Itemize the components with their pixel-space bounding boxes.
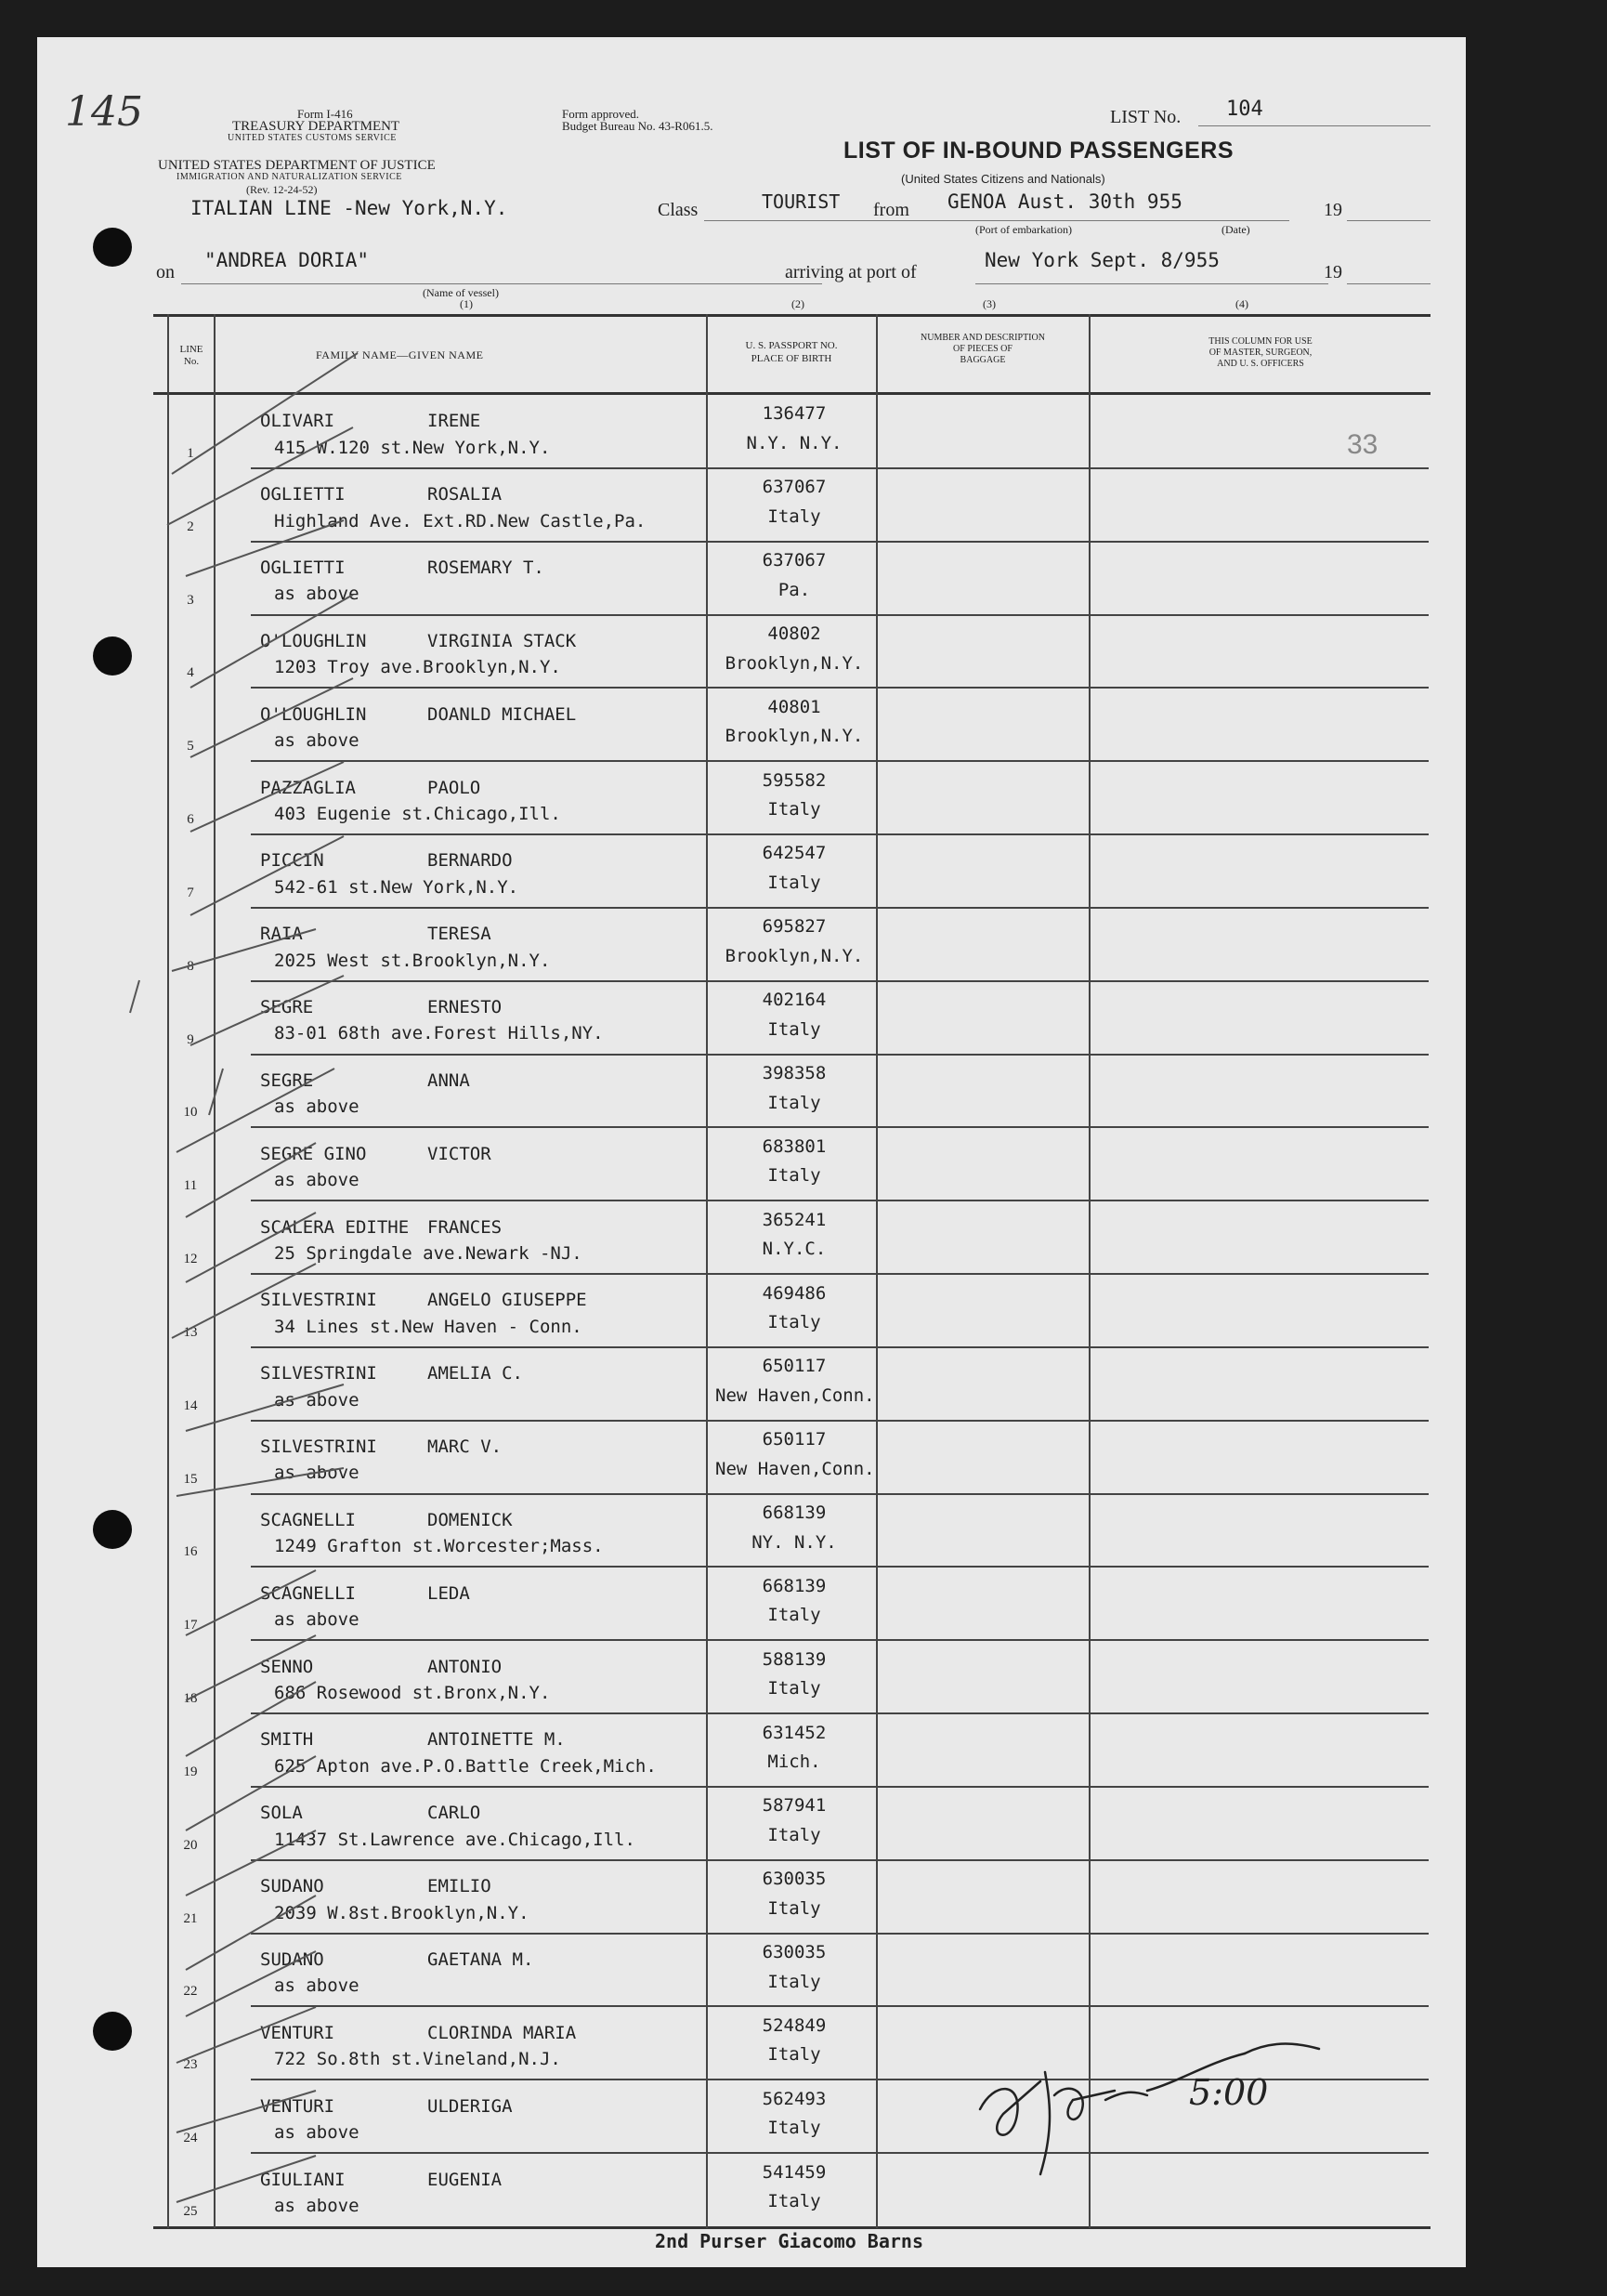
check-mark xyxy=(186,1682,316,1756)
given-name: ANNA xyxy=(427,1069,470,1091)
place-of-birth: Italy xyxy=(767,1018,821,1040)
check-mark xyxy=(172,929,316,971)
family-name: SUDANO xyxy=(260,1876,324,1897)
passport-number: 588139 xyxy=(762,1648,827,1670)
family-name: SCAGNELLI xyxy=(260,1582,356,1604)
given-name: AMELIA C. xyxy=(427,1363,523,1384)
place-of-birth: Italy xyxy=(767,1678,821,1699)
check-mark xyxy=(176,1468,344,1496)
address: 1203 Troy ave.Brooklyn,N.Y. xyxy=(274,657,561,678)
embarkation-caption: (Port of embarkation) xyxy=(975,223,1072,236)
family-name: OGLIETTI xyxy=(260,558,346,579)
passport-number: 541459 xyxy=(762,2161,827,2183)
address: as above xyxy=(274,730,359,752)
margin-annotation: 33 xyxy=(1347,429,1378,460)
check-mark xyxy=(130,980,139,1013)
line-number: 9 xyxy=(187,1031,194,1047)
place-of-birth: Brooklyn,N.Y. xyxy=(725,726,864,747)
check-mark xyxy=(190,836,344,915)
signature-number: 5:00 xyxy=(1189,2072,1269,2113)
line-number: 24 xyxy=(183,2131,198,2146)
place-of-birth: Italy xyxy=(767,2118,821,2139)
passport-number: 398358 xyxy=(762,1063,827,1083)
place-of-birth: New Haven,Conn. xyxy=(715,1384,875,1406)
department-of-justice: UNITED STATES DEPARTMENT OF JUSTICE xyxy=(158,158,436,173)
check-mark xyxy=(190,595,353,688)
family-name: VENTURI xyxy=(260,2022,335,2043)
family-name: SCALERA EDITHE xyxy=(260,1216,410,1238)
given-name: CARLO xyxy=(427,1803,481,1824)
document-sheet xyxy=(37,37,1466,2267)
line-number: 25 xyxy=(183,2203,198,2219)
family-name: SUDANO xyxy=(260,1948,324,1970)
place-of-birth: New Haven,Conn. xyxy=(715,1458,875,1479)
passport-number: 365241 xyxy=(762,1209,827,1230)
given-name: IRENE xyxy=(427,411,481,432)
family-name: O'LOUGHLIN xyxy=(260,703,367,725)
passport-number: 630035 xyxy=(762,1942,827,1963)
passport-number: 668139 xyxy=(762,1575,827,1596)
line-number: 3 xyxy=(187,592,194,608)
line-number: 13 xyxy=(183,1324,198,1340)
place-of-birth: NY. N.Y. xyxy=(751,1531,837,1553)
line-number: 5 xyxy=(187,739,194,754)
from-label: from xyxy=(873,200,909,220)
given-name: EUGENIA xyxy=(427,2169,503,2190)
passport-number: 595582 xyxy=(762,769,827,791)
line-number: 17 xyxy=(183,1618,198,1633)
address: 2039 W.8st.Brooklyn,N.Y. xyxy=(274,1902,529,1923)
check-mark xyxy=(186,1570,316,1635)
family-name: RAIA xyxy=(260,924,303,945)
check-mark xyxy=(190,976,344,1045)
year-label: 19 xyxy=(1324,262,1342,282)
line-number: 14 xyxy=(183,1397,198,1413)
place-of-birth: Italy xyxy=(767,872,821,894)
check-mark xyxy=(186,1830,316,1896)
place-of-birth: Italy xyxy=(767,2044,821,2066)
class-value: TOURIST xyxy=(762,190,841,213)
passport-number: 630035 xyxy=(762,1869,827,1890)
given-name: ROSALIA xyxy=(427,484,503,505)
address: 34 Lines st.New Haven - Conn. xyxy=(274,1316,582,1337)
line-number: 11 xyxy=(183,1178,198,1194)
given-name: ULDERIGA xyxy=(427,2095,513,2117)
check-mark xyxy=(190,762,344,832)
family-name: SILVESTRINI xyxy=(260,1437,377,1458)
column-number-1: (1) xyxy=(460,297,473,310)
page-subtitle: (United States Citizens and Nationals) xyxy=(901,172,1105,186)
given-name: BERNARDO xyxy=(427,850,513,872)
address: as above xyxy=(274,2122,359,2144)
place-of-birth: Italy xyxy=(767,2191,821,2212)
page-note: 145 xyxy=(65,88,143,136)
given-name: LEDA xyxy=(427,1582,470,1604)
given-name: ERNESTO xyxy=(427,997,503,1018)
check-mark xyxy=(176,1069,334,1152)
name-header: FAMILY NAME—GIVEN NAME xyxy=(316,348,484,361)
passport-number: 631452 xyxy=(762,1722,827,1743)
family-name: SEGRE GINO xyxy=(260,1143,367,1164)
officers-header-text: AND U. S. OFFICERS xyxy=(1217,359,1304,369)
given-name: MARC V. xyxy=(427,1437,503,1458)
check-mark xyxy=(167,427,353,525)
arrival-value: New York Sept. 8/955 xyxy=(985,249,1220,271)
address: 83-01 68th ave.Forest Hills,NY. xyxy=(274,1023,604,1044)
place-of-birth: Pa. xyxy=(777,579,811,600)
passport-number: 650117 xyxy=(762,1356,827,1377)
given-name: TERESA xyxy=(427,924,491,945)
check-mark xyxy=(176,2156,316,2202)
address: 25 Springdale ave.Newark -NJ. xyxy=(274,1242,582,1264)
address: as above xyxy=(274,1170,359,1191)
passport-number: 642547 xyxy=(762,843,827,864)
check-marks xyxy=(37,37,1466,2267)
line-number: 15 xyxy=(183,1471,198,1487)
family-name: SEGRE xyxy=(260,997,314,1018)
vessel-name: "ANDREA DORIA" xyxy=(204,249,370,271)
check-mark xyxy=(186,1213,316,1282)
given-name: DOANLD MICHAEL xyxy=(427,703,577,725)
immigration-service: IMMIGRATION AND NATURALIZATION SERVICE xyxy=(176,172,402,182)
family-name: OGLIETTI xyxy=(260,484,346,505)
place-of-birth: Italy xyxy=(767,1897,821,1919)
check-mark xyxy=(186,1756,316,1830)
family-name: SEGRE xyxy=(260,1069,314,1091)
shipping-line: ITALIAN LINE -New York,N.Y. xyxy=(190,197,508,219)
given-name: VICTOR xyxy=(427,1143,491,1164)
place-of-birth: Italy xyxy=(767,799,821,820)
address: as above xyxy=(274,2195,359,2216)
line-number: 7 xyxy=(187,885,194,900)
baggage-header-text: BAGGAGE xyxy=(960,355,1006,365)
passport-number: 637067 xyxy=(762,477,827,498)
budget-bureau: Budget Bureau No. 43-R061.5. xyxy=(562,119,713,133)
passport-number: 587941 xyxy=(762,1795,827,1817)
passport-number: 40802 xyxy=(767,623,821,644)
address: as above xyxy=(274,1096,359,1118)
line-number: 4 xyxy=(187,665,194,681)
place-of-birth: N.Y. N.Y. xyxy=(746,432,843,453)
line-number: 19 xyxy=(183,1764,198,1779)
line-number: 10 xyxy=(183,1105,198,1121)
address: as above xyxy=(274,584,359,605)
family-name: PICCIN xyxy=(260,850,324,872)
officers-header-text: OF MASTER, SURGEON, xyxy=(1209,348,1313,358)
check-mark xyxy=(172,1264,316,1338)
passport-number: 524849 xyxy=(762,2014,827,2036)
given-name: ANTOINETTE M. xyxy=(427,1729,566,1751)
passport-number: 683801 xyxy=(762,1135,827,1157)
passport-number: 40801 xyxy=(767,696,821,717)
check-mark xyxy=(186,1143,316,1217)
place-of-birth: Italy xyxy=(767,1092,821,1113)
passport-number: 402164 xyxy=(762,990,827,1011)
column-number-4: (4) xyxy=(1235,297,1248,310)
family-name: GIULIANI xyxy=(260,2169,346,2190)
family-name: SENNO xyxy=(260,1656,314,1677)
address: 1249 Grafton st.Worcester;Mass. xyxy=(274,1536,604,1557)
family-name: O'LOUGHLIN xyxy=(260,630,367,651)
address: 686 Rosewood st.Bronx,N.Y. xyxy=(274,1682,551,1703)
family-name: OLIVARI xyxy=(260,411,335,432)
line-number: 12 xyxy=(183,1252,198,1267)
check-mark xyxy=(186,1896,316,1970)
given-name: GAETANA M. xyxy=(427,1948,534,1970)
place-of-birth: N.Y.C. xyxy=(762,1239,827,1260)
place-of-birth: Italy xyxy=(767,505,821,527)
arriving-label: arriving at port of xyxy=(785,262,917,282)
line-number: 16 xyxy=(183,1544,198,1560)
passport-number: 637067 xyxy=(762,550,827,571)
line-number: 18 xyxy=(183,1691,198,1707)
check-mark xyxy=(186,1951,316,2016)
given-name: ANTONIO xyxy=(427,1656,503,1677)
family-name: SOLA xyxy=(260,1803,303,1824)
check-mark xyxy=(172,353,358,474)
address: 625 Apton ave.P.O.Battle Creek,Mich. xyxy=(274,1755,657,1777)
place-of-birth: Brooklyn,N.Y. xyxy=(725,652,864,674)
revision-date: (Rev. 12-24-52) xyxy=(246,183,318,196)
family-name: VENTURI xyxy=(260,2095,335,2117)
column-number-3: (3) xyxy=(983,297,996,310)
baggage-header-text: OF PIECES OF xyxy=(953,344,1013,354)
passport-number: 562493 xyxy=(762,2088,827,2109)
baggage-header-text: NUMBER AND DESCRIPTION xyxy=(921,333,1045,343)
page-title: LIST OF IN-BOUND PASSENGERS xyxy=(843,138,1235,164)
given-name: DOMENICK xyxy=(427,1509,513,1530)
line-number-header-text: LINE xyxy=(179,344,203,355)
line-number: 6 xyxy=(187,812,194,828)
place-of-birth: Brooklyn,N.Y. xyxy=(725,945,864,966)
address: 542-61 st.New York,N.Y. xyxy=(274,876,519,898)
address: 403 Eugenie st.Chicago,Ill. xyxy=(274,803,561,824)
address: 2025 West st.Brooklyn,N.Y. xyxy=(274,950,551,971)
check-mark xyxy=(186,520,346,579)
place-of-birth: Italy xyxy=(767,1824,821,1845)
passport-number: 650117 xyxy=(762,1429,827,1450)
line-number: 22 xyxy=(183,1984,198,2000)
line-number: 1 xyxy=(187,445,194,461)
line-number: 20 xyxy=(183,1837,198,1853)
address: as above xyxy=(274,1609,359,1631)
given-name: PAOLO xyxy=(427,777,481,798)
given-name: ROSEMARY T. xyxy=(427,558,544,579)
embarkation-value: GENOA Aust. 30th 955 xyxy=(947,190,1182,213)
given-name: EMILIO xyxy=(427,1876,491,1897)
address: 722 So.8th st.Vineland,N.J. xyxy=(274,2049,561,2070)
passport-header-text: U. S. PASSPORT NO. xyxy=(745,340,838,351)
column-number-2: (2) xyxy=(791,297,804,310)
place-of-birth: Italy xyxy=(767,1165,821,1187)
purser-name: 2nd Purser Giacomo Barns xyxy=(655,2230,923,2252)
on-label: on xyxy=(156,262,175,282)
family-name: PAZZAGLIA xyxy=(260,777,356,798)
list-number: 104 xyxy=(1226,98,1263,121)
line-number: 2 xyxy=(187,518,194,534)
check-mark xyxy=(190,678,353,757)
treasury-department: TREASURY DEPARTMENT xyxy=(232,119,400,134)
passport-number: 695827 xyxy=(762,916,827,938)
given-name: FRANCES xyxy=(427,1216,503,1238)
place-of-birth: Mich. xyxy=(767,1752,821,1773)
passport-number: 136477 xyxy=(762,403,827,425)
date-caption: (Date) xyxy=(1222,223,1250,236)
address: 11437 St.Lawrence ave.Chicago,Ill. xyxy=(274,1829,635,1850)
family-name: SILVESTRINI xyxy=(260,1290,377,1311)
signature xyxy=(966,2026,1365,2211)
family-name: SMITH xyxy=(260,1729,314,1751)
address: as above xyxy=(274,1389,359,1410)
customs-service: UNITED STATES CUSTOMS SERVICE xyxy=(228,133,397,143)
line-number: 21 xyxy=(183,1910,198,1926)
given-name: ANGELO GIUSEPPE xyxy=(427,1290,587,1311)
class-label: Class xyxy=(658,200,699,220)
line-number-header-text: No. xyxy=(183,356,200,367)
address: as above xyxy=(274,1975,359,1997)
form-approved: Form approved. xyxy=(562,107,640,121)
year-label: 19 xyxy=(1324,200,1342,220)
place-of-birth: Italy xyxy=(767,1605,821,1626)
list-number-label: LIST No. xyxy=(1110,107,1182,127)
address: Highland Ave. Ext.RD.New Castle,Pa. xyxy=(274,510,647,531)
address: as above xyxy=(274,1463,359,1484)
passport-header-text: PLACE OF BIRTH xyxy=(751,353,832,364)
line-number: 8 xyxy=(187,958,194,974)
family-name: SILVESTRINI xyxy=(260,1363,377,1384)
place-of-birth: Italy xyxy=(767,1312,821,1333)
form-number: Form I-416 xyxy=(297,107,353,121)
place-of-birth: Italy xyxy=(767,1971,821,1992)
line-number: 23 xyxy=(183,2057,198,2073)
check-mark xyxy=(209,1069,223,1115)
passport-number: 668139 xyxy=(762,1502,827,1524)
officers-header-text: THIS COLUMN FOR USE xyxy=(1209,336,1313,347)
passport-number: 469486 xyxy=(762,1282,827,1304)
address: 415 W.120 st.New York,N.Y. xyxy=(274,437,551,458)
check-mark xyxy=(176,2007,316,2063)
check-mark xyxy=(186,1635,316,1700)
check-mark xyxy=(186,1384,344,1431)
check-mark xyxy=(176,2091,316,2132)
given-name: VIRGINIA STACK xyxy=(427,630,577,651)
family-name: SCAGNELLI xyxy=(260,1509,356,1530)
vessel-caption: (Name of vessel) xyxy=(423,286,499,299)
given-name: CLORINDA MARIA xyxy=(427,2022,577,2043)
